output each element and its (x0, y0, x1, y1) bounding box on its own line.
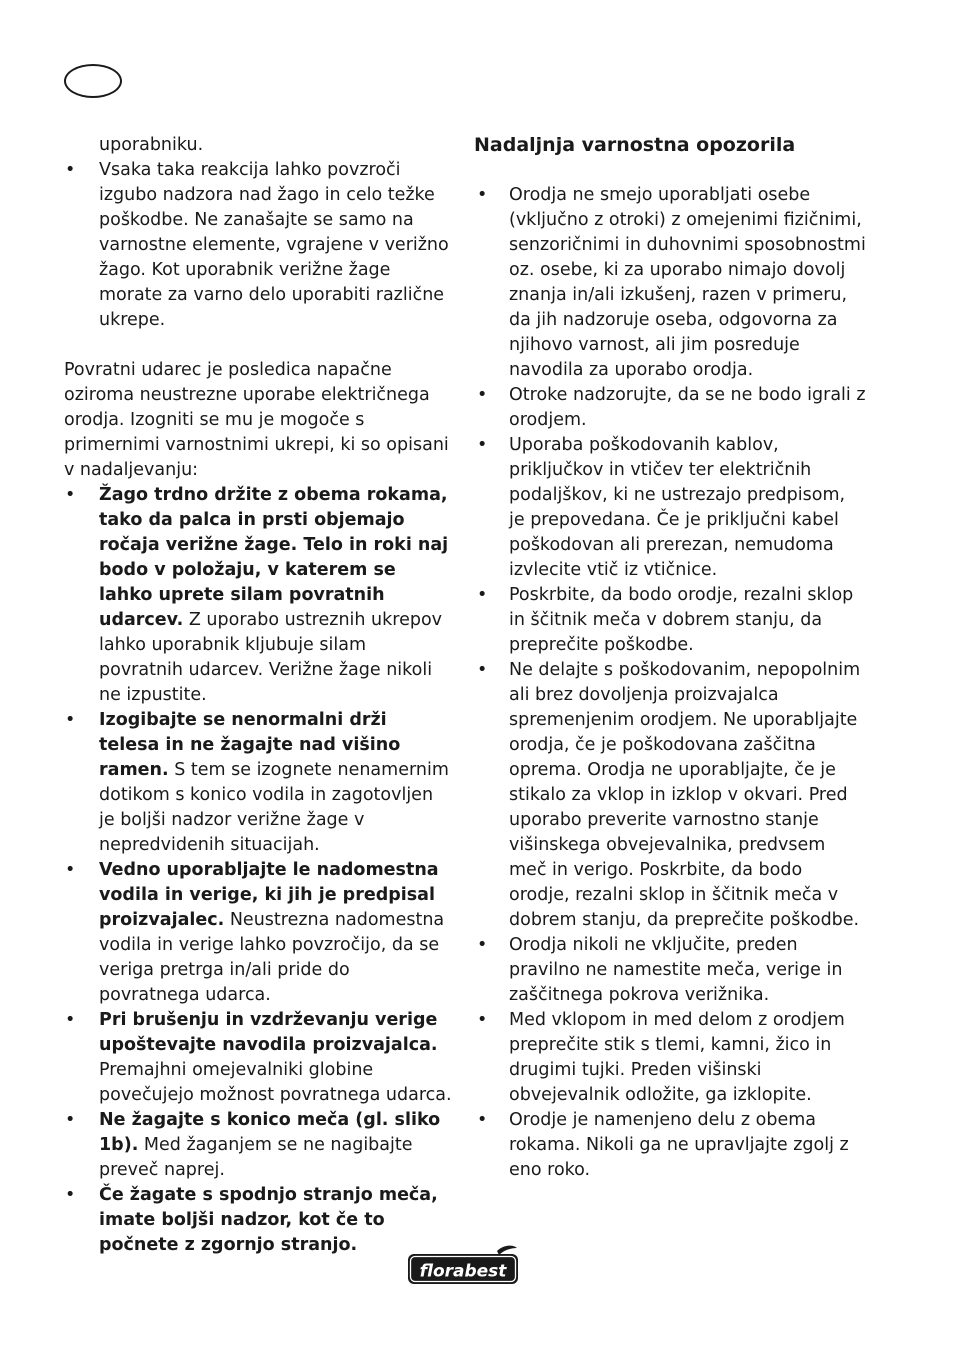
continuation-text: uporabniku. (99, 135, 204, 155)
list-item: • Med vklopom in med delom z orodjem preprečite stik s tlemi, kamni, žico in drugimi tujki. Preden višinski obvejevalnik odložite, ga izklopite. (474, 1008, 866, 1108)
item-bold-text: Ne žagajte s konico meča (gl. sliko 1b). (99, 1110, 441, 1155)
list-item (64, 1183, 452, 1258)
list-item: • Orodja ne smejo uporabljati osebe (vključno z otroki) z omejenimi fizičnimi, senzoričnimi in duhovnimi sposobnostmi oz. osebe, ki za uporabo nimajo dovolj znanja in/ali izkušenj, razen v primeru, da jih nadzoruje oseba, odgovorna za njihovo varnost, ali jim posreduje navodila za uporabo orodja. (474, 183, 866, 383)
item-text: S tem se izognete nenamernim dotikom s konico vodila in zagotovljen je boljši nadzor verižne žage v nepredvidenih situacijah. (99, 760, 449, 855)
list-item: • Vsaka taka reakcija lahko povzroči izgubo nadzora nad žago in celo težke poškodbe. Ne zanašajte se samo na varnostne elemente, vgrajene v verižno žago. Kot uporabnik verižne žage morate za varno delo uporabiti različne ukrepe. (64, 158, 452, 333)
item-text: Z uporabo ustreznih ukrepov lahko uporabnik kljubuje silam povratnih udarcev. Verižne žage nikoli ne izpustite. (99, 610, 443, 705)
list-item (64, 858, 452, 1008)
list-item (64, 483, 452, 708)
spacer (64, 333, 452, 358)
list-item: • Orodje je namenjeno delu z obema rokama. Nikoli ga ne upravljajte zgolj z eno roko. (474, 1108, 866, 1183)
list-item: • Otroke nadzorujte, da se ne bodo igrali z orodjem. (474, 383, 866, 433)
item-text: Neustrezna nadomestna vodila in verige lahko povzročijo, da se veriga pretrga in/ali pride do povratnega udarca. (99, 910, 445, 1005)
intro-paragraph: Povratni udarec je posledica napačne oziroma neustrezne uporabe električnega orodja. Izogniti se mu je mogoče s primernimi varnostnimi ukrepi, ki so opisani v nadaljevanju: (64, 360, 449, 480)
list-item: • Ne delajte s poškodovanim, nepopolnim ali brez dovoljenja proizvajalca spremenjenim orodjem. Ne uporabljajte orodja, če je poškodovana zaščitna oprema. Orodja ne uporabljajte, če je stikalo za vklop in izklop v okvari. Pred uporabo preverite varnostno stanje višinskega obvejevalnika, predvsem meč in verigo. Poskrbite, da bodo orodje, rezalni sklop in ščitnik meča v dobrem stanju, da preprečite poškodbe. (474, 658, 866, 933)
spacer (474, 158, 866, 183)
list-item: • Orodja nikoli ne vključite, preden pravilno ne namestite meča, verige in zaščitnega pokrova verižnika. (474, 933, 866, 1008)
right-column (474, 133, 866, 1183)
section-heading: Nadaljnja varnostna opozorila (474, 134, 796, 156)
item-bold-text: Izogibajte se nenormalni drži telesa in ne žagajte nad višino ramen. (99, 710, 401, 780)
item-bold-text: Žago trdno držite z obema rokama, tako da palca in prsti objemajo ročaja verižne žage. Telo in roki naj bodo v položaju, v katerem se lahko uprete silam povratnih udarcev. (99, 485, 449, 630)
list-item: • Uporaba poškodovanih kablov, priključkov in vtičev ter električnih podaljškov, ki ne ustrezajo predpisom, je prepovedana. Če je priključni kabel poškodovan ali prerezan, nemudoma izvlecite vtič iz vtičnice. (474, 433, 866, 583)
logo-text: florabest (419, 1261, 507, 1282)
item-text: Premajhni omejevalniki globine povečujejo možnost povratnega udarca. (99, 1060, 452, 1105)
florabest-logo (405, 1245, 521, 1289)
list-item (64, 708, 452, 858)
list-item: • Poskrbite, da bodo orodje, rezalni sklop in ščitnik meča v dobrem stanju, da preprečite poškodbe. (474, 583, 866, 658)
item-bold-text: Vedno uporabljajte le nadomestna vodila in verige, ki jih je predpisal proizvajalec. (99, 860, 439, 930)
item-bold-text: Pri brušenju in vzdrževanju verige upoštevajte navodila proizvajalca. (99, 1010, 438, 1055)
safety-warnings-list (474, 183, 866, 1183)
kickback-measures-list (64, 483, 452, 1258)
item-text: Med žaganjem se ne nagibajte preveč naprej. (99, 1135, 413, 1180)
list-item (64, 1008, 452, 1108)
left-bullet-list-top (64, 158, 452, 333)
list-item (64, 1108, 452, 1183)
item-bold-text: Če žagate s spodnjo stranjo meča, imate boljši nadzor, kot če to počnete z zgornjo stranjo. (99, 1185, 438, 1255)
left-column (64, 133, 452, 1258)
language-tab-oval (64, 64, 122, 98)
